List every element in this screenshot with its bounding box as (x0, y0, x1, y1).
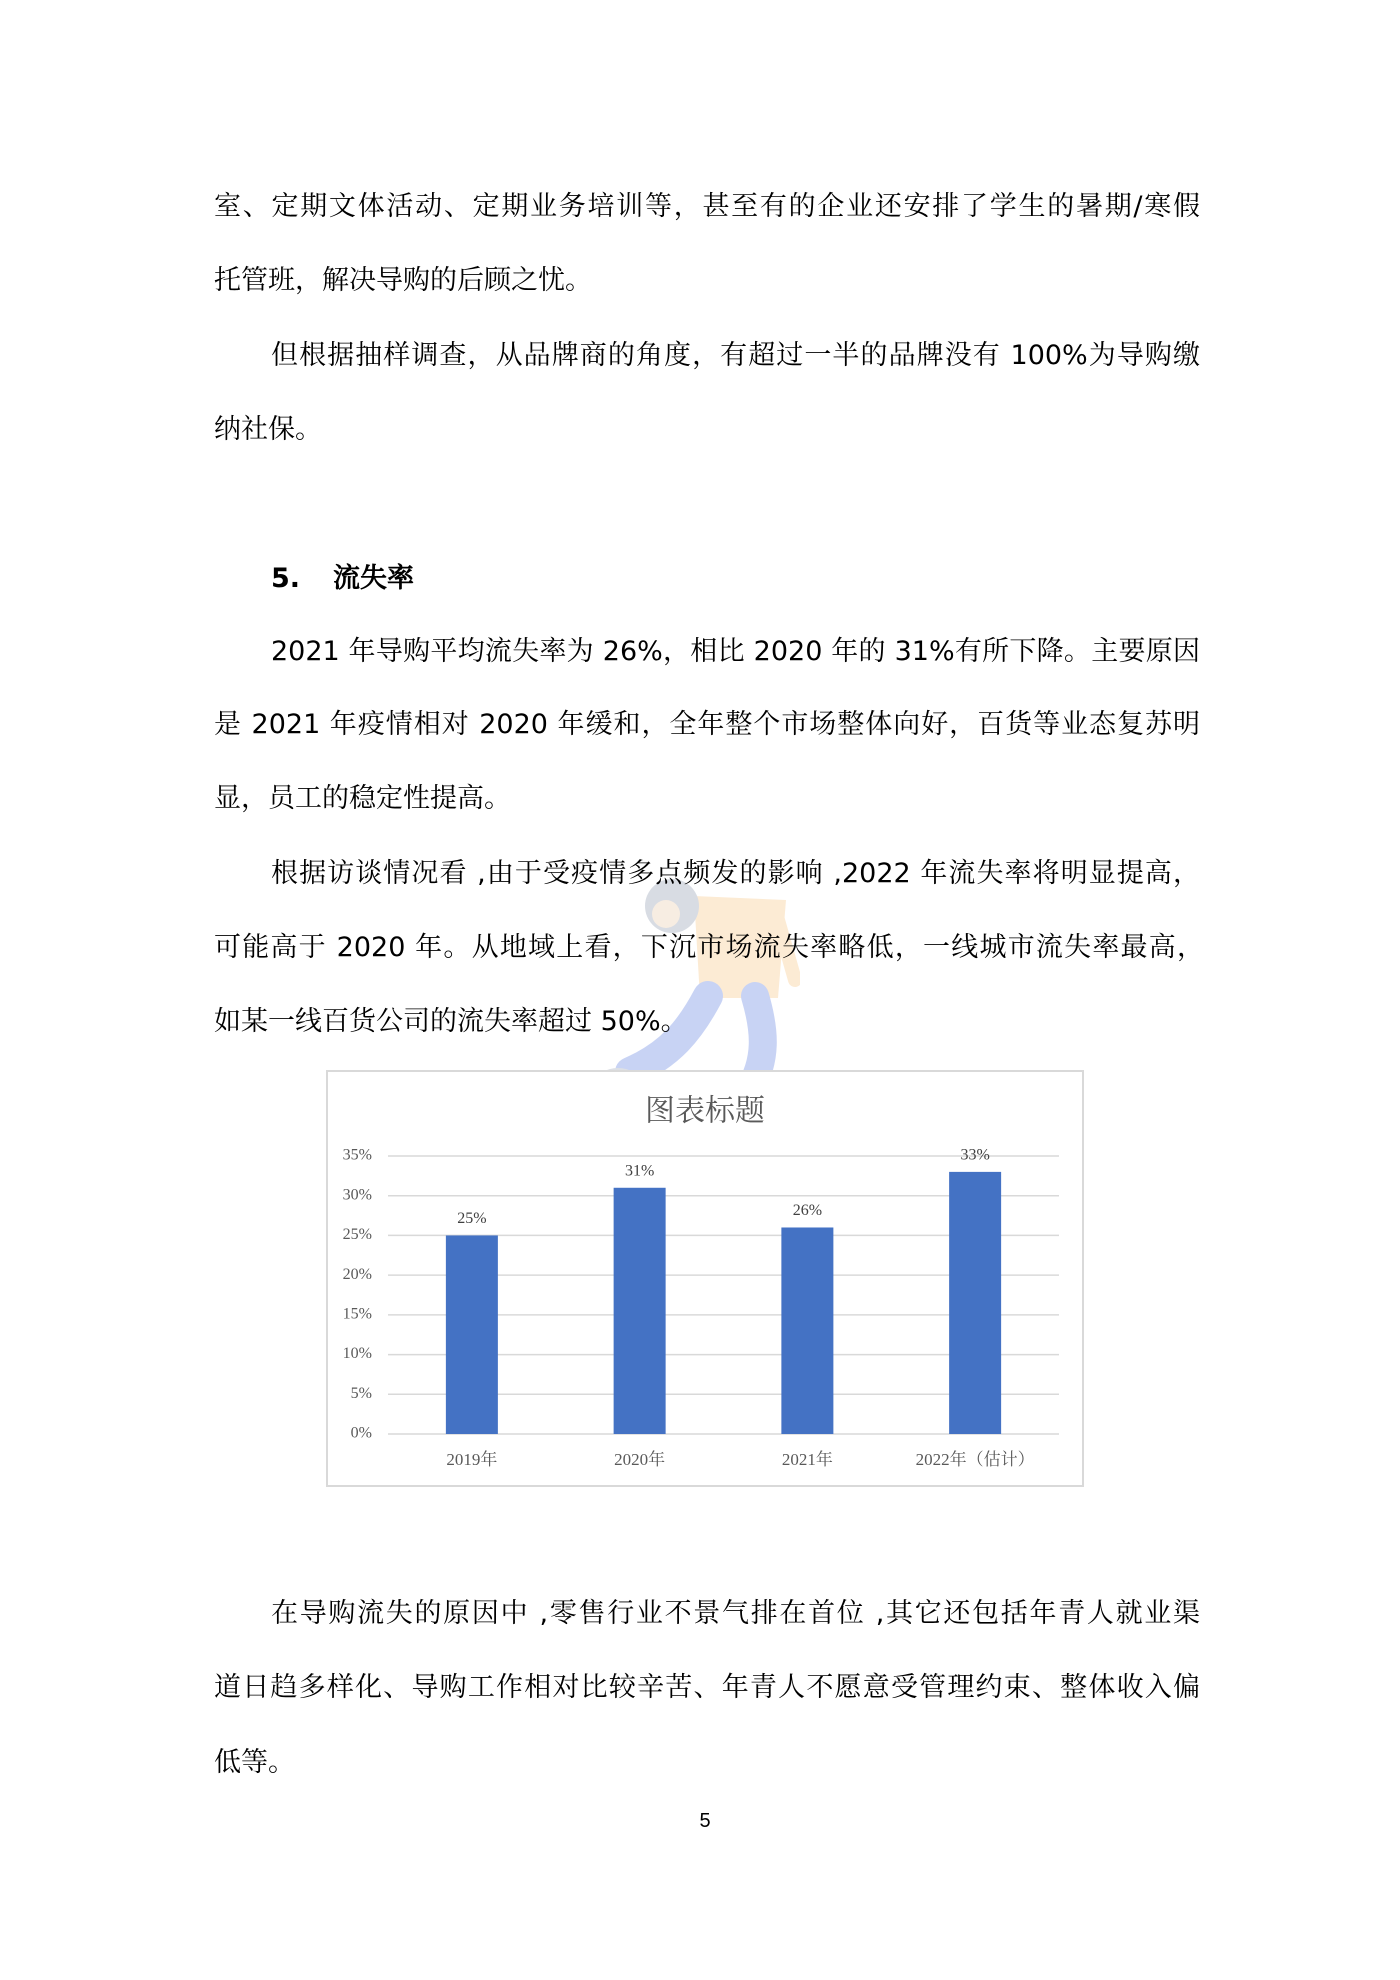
bar-3 (949, 1172, 1001, 1434)
body-text-line: 根据访谈情况看 ,由于受疫情多点频发的影响 ,2022 年流失率将明显提高， (271, 858, 1200, 889)
body-text-line: 托管班，解决导购的后顾之忧。 (214, 265, 592, 296)
bar-1 (614, 1188, 666, 1434)
chart-canvas (326, 1070, 1084, 1487)
bar-value-label-0: 25% (457, 1210, 487, 1228)
body-text-line: 如某一线百货公司的流失率超过 50%。 (214, 1006, 688, 1037)
page-number: 5 (699, 1810, 711, 1832)
body-text-line: 道日趋多样化、导购工作相对比较辛苦、年青人不愿意受管理约束、整体收入偏 (214, 1672, 1200, 1703)
bar-0 (446, 1235, 498, 1434)
body-text-line: 显，员工的稳定性提高。 (214, 783, 511, 814)
body-text-line: 是 2021 年疫情相对 2020 年缓和，全年整个市场整体向好，百货等业态复苏明 (214, 709, 1200, 740)
body-text-line: 2021 年导购平均流失率为 26%，相比 2020 年的 31%有所下降。主要原因 (271, 636, 1200, 667)
chart-title: 图表标题 (645, 1093, 765, 1129)
bar-chart (326, 1070, 1084, 1487)
body-text-line: 但根据抽样调查，从品牌商的角度，有超过一半的品牌没有 100%为导购缴 (271, 340, 1200, 371)
y-tick-label-0: 0% (350, 1424, 372, 1442)
x-category-label-1: 2020年 (614, 1449, 666, 1469)
x-category-label-2: 2021年 (781, 1449, 833, 1469)
body-text-line: 在导购流失的原因中 ,零售行业不景气排在首位 ,其它还包括年青人就业渠 (271, 1598, 1200, 1629)
bar-value-label-1: 31% (624, 1162, 655, 1180)
bar-2 (781, 1227, 833, 1434)
x-category-label-0: 2019年 (446, 1449, 498, 1469)
bar-value-label-3: 33% (960, 1146, 990, 1164)
bar-value-label-2: 26% (792, 1202, 823, 1220)
y-tick-label-5: 25% (342, 1226, 372, 1244)
y-tick-label-1: 5% (350, 1384, 372, 1402)
section-number: 5. (271, 563, 301, 594)
body-text-line: 室、定期文体活动、定期业务培训等，甚至有的企业还安排了学生的暑期/寒假 (214, 191, 1200, 222)
body-text-line: 低等。 (214, 1747, 295, 1778)
x-category-label-3: 2022年（估计） (915, 1449, 1035, 1469)
y-tick-label-7: 35% (342, 1146, 372, 1164)
y-tick-label-2: 10% (342, 1345, 372, 1363)
y-tick-label-6: 30% (342, 1186, 372, 1204)
section-title: 流失率 (333, 563, 414, 594)
body-text-line: 纳社保。 (214, 414, 322, 445)
body-text-line: 可能高于 2020 年。从地域上看，下沉市场流失率略低，一线城市流失率最高， (214, 932, 1204, 963)
y-tick-label-3: 15% (342, 1305, 372, 1323)
y-tick-label-4: 20% (342, 1265, 372, 1283)
